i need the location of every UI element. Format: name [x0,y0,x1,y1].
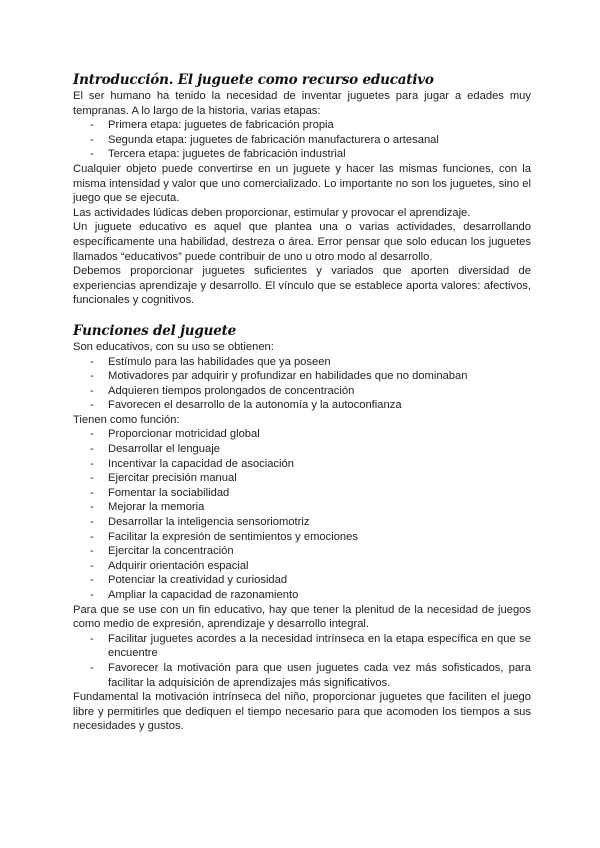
function-list [73,427,531,602]
list-item: - Facilitar juguetes acordes a la necesidad intrínseca en la etapa específica en que se encuentre [90,632,531,660]
bullet-dash: - [90,384,94,397]
bullet-dash: - [90,486,94,499]
list-item: - Ampliar la capacidad de razonamiento [90,589,299,601]
paragraph-ludic-activities: Las actividades lúdicas deben proporcionar, estimular y provocar el aprendizaje. [73,206,471,219]
bullet-dash: - [90,661,94,674]
purpose-list [73,632,531,690]
paragraph-intro: El ser humano ha tenido la necesidad de inventar juguetes para jugar a edades muy tempranas. A lo largo de la historia, varias etapas: [73,90,531,117]
stages-list [73,118,531,162]
bullet-dash: - [90,559,94,572]
bullet-dash: - [90,632,94,645]
bullet-dash: - [90,119,94,132]
paragraph-provide-toys: Debemos proporcionar juguetes suficientes y variados que aporten diversidad de experiencias aprendizaje y desarrollo. El vínculo que se establece aporta valores: afectivos, funcionales y cognitivos. [73,265,531,307]
list-item: - Ejercitar precisión manual [90,472,237,485]
list-item: - Desarrollar la inteligencia sensoriomotriz [90,516,310,529]
bullet-dash: - [90,574,94,587]
list-item: - Favorecen el desarrollo de la autonomía y la autoconfianza [90,399,402,412]
paragraph-any-object: Cualquier objeto puede convertirse en un juguete y hacer las mismas funciones, con la misma intensidad y valor que uno comercializado. Lo importante no son los juguetes, sino el juego que se ejecuta. [73,162,531,205]
bullet-dash: - [90,133,94,146]
paragraph-function-intro: Tienen como función: [73,413,180,426]
paragraph-purpose-intro: Para que se use con un fin educativo, hay que tener la plenitud de la necesidad de juegos como medio de expresión, aprendizaje y desarrollo integral. [73,603,531,631]
list-item: - Potenciar la creatividad y curiosidad [90,574,288,587]
section-title-functions: Funciones del juguete [73,322,237,339]
bullet-dash: - [90,355,94,368]
paragraph-educational-toy: Un juguete educativo es aquel que plantea una o varias actividades, desarrollando específicamente una habilidad, destreza o área. Error pensar que solo educan los juguetes llamados “educativos” puede contribuir de uno u otro modo al desarrollo. [73,221,531,263]
list-item: - Fomentar la sociabilidad [90,486,230,499]
bullet-dash: - [90,501,94,514]
bullet-dash: - [90,428,94,441]
list-item: - Tercera etapa: juguetes de fabricación industrial [90,148,346,161]
paragraph-educational-intro: Son educativos, con su uso se obtienen: [73,340,274,353]
bullet-dash: - [90,545,94,558]
list-item: - Facilitar la expresión de sentimientos y emociones [90,530,358,543]
list-item: - Estímulo para las habilidades que ya poseen [90,355,331,368]
list-item: - Incentivar la capacidad de asociación [90,457,294,470]
list-item: - Proporcionar motricidad global [90,428,260,441]
bullet-dash: - [90,457,94,470]
list-item: - Desarrollar el lenguaje [90,443,220,456]
list-item: - Mejorar la memoria [90,501,205,514]
list-item: - Adquirir orientación espacial [90,559,249,572]
list-item: - Adquieren tiempos prolongados de concentración [90,384,355,397]
bullet-dash: - [90,530,94,543]
bullet-dash: - [90,148,94,161]
bullet-dash: - [90,443,94,456]
paragraph-closing: Fundamental la motivación intrínseca del niño, proporcionar juguetes que faciliten el juego libre y permitirles que dediquen el tiempo necesario para que acomoden los tiempos a sus necesidades y gustos. [73,691,531,733]
section-spacer [73,308,531,323]
bullet-dash: - [90,472,94,485]
document-page [73,72,531,734]
list-item: - Motivadores par adquirir y profundizar en habilidades que no dominaban [90,370,468,383]
list-item: - Primera etapa: juguetes de fabricación propia [90,119,334,132]
educational-list [73,355,531,413]
list-item: - Favorecer la motivación para que usen juguetes cada vez más sofisticados, para facilitar la adquisición de aprendizajes más significativos. [90,661,531,689]
list-item: - Segunda etapa: juguetes de fabricación manufacturera o artesanal [90,133,439,146]
section-title-intro: Introducción. El juguete como recurso educativo [73,72,434,88]
bullet-dash: - [90,399,94,412]
bullet-dash: - [90,370,94,383]
bullet-dash: - [90,589,94,601]
bullet-dash: - [90,516,94,529]
list-item: - Ejercitar la concentración [90,545,234,558]
